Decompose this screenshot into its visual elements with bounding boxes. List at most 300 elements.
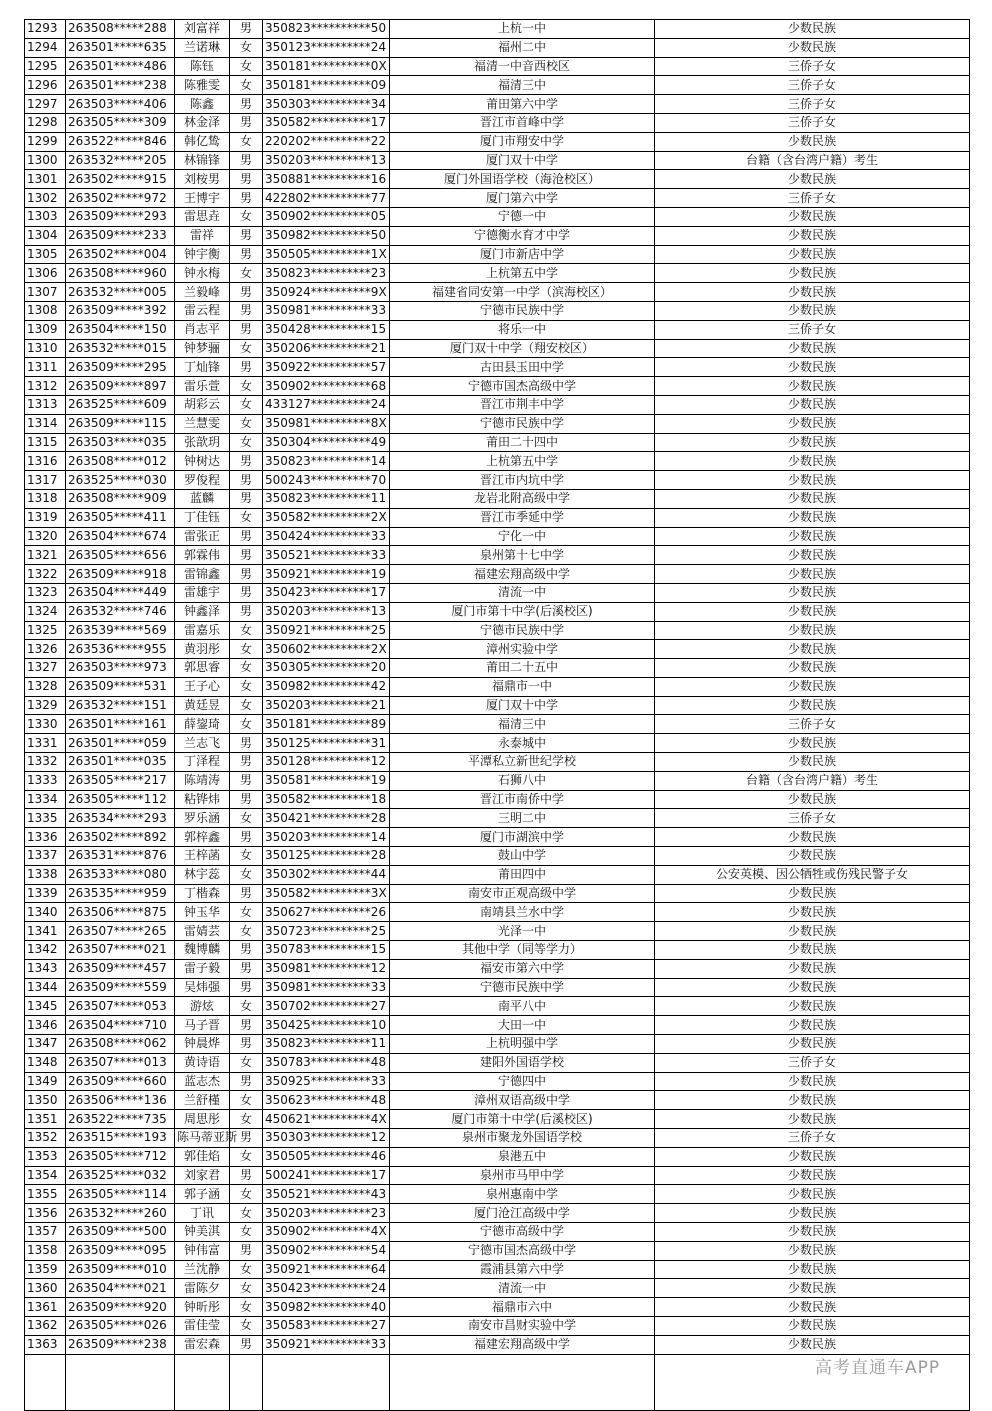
- student-name-cell: 王子心: [175, 677, 230, 696]
- table-row: [25, 489, 970, 508]
- table-row: [25, 677, 970, 696]
- row-number-cell: 1328: [25, 677, 66, 696]
- table-row: [25, 320, 970, 339]
- category-cell: 少数民族: [655, 339, 970, 358]
- category-cell: 少数民族: [655, 1072, 970, 1091]
- category-cell: 少数民族: [655, 828, 970, 847]
- gender-cell: 女: [230, 1279, 263, 1298]
- exam-number-cell: 263502*****892: [66, 828, 175, 847]
- id-number-cell: 350302**********44: [263, 865, 390, 884]
- school-name-cell: 宁德市国杰高级中学: [390, 377, 655, 396]
- exam-number-cell: 263509*****559: [66, 978, 175, 997]
- row-number-cell: 1344: [25, 978, 66, 997]
- student-name-cell: 蓝麟: [175, 489, 230, 508]
- category-cell: 三侨子女: [655, 715, 970, 734]
- student-name-cell: 兰诺琳: [175, 38, 230, 57]
- empty-cell: [25, 1354, 66, 1410]
- school-name-cell: 宁化一中: [390, 527, 655, 546]
- id-number-cell: 350125**********28: [263, 847, 390, 866]
- exam-number-cell: 263509*****531: [66, 677, 175, 696]
- exam-number-cell: 263502*****972: [66, 189, 175, 208]
- school-name-cell: 厦门双十中学（翔安校区）: [390, 339, 655, 358]
- category-cell: 少数民族: [655, 508, 970, 527]
- category-cell: 少数民族: [655, 1279, 970, 1298]
- student-name-cell: 吴炜强: [175, 978, 230, 997]
- exam-number-cell: 263509*****500: [66, 1223, 175, 1242]
- table-row: [25, 170, 970, 189]
- table-row: [25, 809, 970, 828]
- gender-cell: 男: [230, 602, 263, 621]
- gender-cell: 男: [230, 95, 263, 114]
- gender-cell: 男: [230, 1035, 263, 1054]
- row-number-cell: 1323: [25, 583, 66, 602]
- student-name-cell: 郭思睿: [175, 659, 230, 678]
- gender-cell: 女: [230, 997, 263, 1016]
- exam-number-cell: 263506*****875: [66, 903, 175, 922]
- id-number-cell: 433127**********24: [263, 395, 390, 414]
- exam-number-cell: 263508*****012: [66, 452, 175, 471]
- row-number-cell: 1333: [25, 771, 66, 790]
- gender-cell: 男: [230, 113, 263, 132]
- empty-cell: [390, 1354, 655, 1410]
- empty-cell: [230, 1354, 263, 1410]
- row-number-cell: 1318: [25, 489, 66, 508]
- id-number-cell: 350505**********1X: [263, 245, 390, 264]
- row-number-cell: 1329: [25, 696, 66, 715]
- student-name-cell: 钟伟富: [175, 1241, 230, 1260]
- table-row: [25, 1260, 970, 1279]
- exam-number-cell: 263507*****053: [66, 997, 175, 1016]
- row-number-cell: 1305: [25, 245, 66, 264]
- row-number-cell: 1317: [25, 471, 66, 490]
- id-number-cell: 350181**********09: [263, 76, 390, 95]
- exam-number-cell: 263506*****136: [66, 1091, 175, 1110]
- school-name-cell: 泉州惠南中学: [390, 1185, 655, 1204]
- student-name-cell: 钟宇衡: [175, 245, 230, 264]
- id-number-cell: 350924**********9X: [263, 283, 390, 302]
- gender-cell: 男: [230, 546, 263, 565]
- table-row: [25, 1129, 970, 1148]
- table-row: [25, 1091, 970, 1110]
- exam-number-cell: 263505*****309: [66, 113, 175, 132]
- school-name-cell: 莆田四中: [390, 865, 655, 884]
- gender-cell: 男: [230, 151, 263, 170]
- category-cell: 少数民族: [655, 565, 970, 584]
- exam-number-cell: 263505*****114: [66, 1185, 175, 1204]
- category-cell: 少数民族: [655, 997, 970, 1016]
- row-number-cell: 1312: [25, 377, 66, 396]
- school-name-cell: 建阳外国语学校: [390, 1053, 655, 1072]
- table-row: [25, 264, 970, 283]
- exam-number-cell: 263508*****288: [66, 20, 175, 39]
- table-row: [25, 1335, 970, 1354]
- id-number-cell: 350125**********31: [263, 734, 390, 753]
- row-number-cell: 1301: [25, 170, 66, 189]
- gender-cell: 男: [230, 734, 263, 753]
- school-name-cell: 宁德衡水育才中学: [390, 226, 655, 245]
- id-number-cell: 450621**********4X: [263, 1110, 390, 1129]
- exam-number-cell: 263501*****238: [66, 76, 175, 95]
- exam-number-cell: 263509*****897: [66, 377, 175, 396]
- id-number-cell: 350305**********20: [263, 659, 390, 678]
- gender-cell: 女: [230, 57, 263, 76]
- gender-cell: 女: [230, 1298, 263, 1317]
- id-number-cell: 350823**********23: [263, 264, 390, 283]
- table-row: [25, 565, 970, 584]
- id-number-cell: 350123**********24: [263, 38, 390, 57]
- student-name-cell: 张歆玥: [175, 433, 230, 452]
- category-cell: 三侨子女: [655, 95, 970, 114]
- table-row: [25, 1147, 970, 1166]
- category-cell: 少数民族: [655, 1016, 970, 1035]
- table-row: [25, 621, 970, 640]
- table-row: [25, 1223, 970, 1242]
- table-row: [25, 95, 970, 114]
- row-number-cell: 1338: [25, 865, 66, 884]
- category-cell: 少数民族: [655, 283, 970, 302]
- gender-cell: 男: [230, 828, 263, 847]
- gender-cell: 男: [230, 753, 263, 772]
- student-name-cell: 陈靖涛: [175, 771, 230, 790]
- id-number-cell: 350428**********15: [263, 320, 390, 339]
- student-name-cell: 蓝志杰: [175, 1072, 230, 1091]
- student-name-cell: 郭梓鑫: [175, 828, 230, 847]
- gender-cell: 女: [230, 76, 263, 95]
- school-name-cell: 厦门市翔安中学: [390, 132, 655, 151]
- student-name-cell: 钟鑫泽: [175, 602, 230, 621]
- row-number-cell: 1307: [25, 283, 66, 302]
- table-row: [25, 395, 970, 414]
- school-name-cell: 南平八中: [390, 997, 655, 1016]
- school-name-cell: 古田县玉田中学: [390, 358, 655, 377]
- gender-cell: 男: [230, 245, 263, 264]
- exam-number-cell: 263509*****115: [66, 414, 175, 433]
- category-cell: 少数民族: [655, 1185, 970, 1204]
- row-number-cell: 1346: [25, 1016, 66, 1035]
- id-number-cell: 350303**********34: [263, 95, 390, 114]
- exam-number-cell: 263504*****021: [66, 1279, 175, 1298]
- table-row: [25, 414, 970, 433]
- gender-cell: 男: [230, 1166, 263, 1185]
- exam-number-cell: 263505*****217: [66, 771, 175, 790]
- gender-cell: 女: [230, 922, 263, 941]
- row-number-cell: 1327: [25, 659, 66, 678]
- row-number-cell: 1332: [25, 753, 66, 772]
- id-number-cell: 350203**********21: [263, 696, 390, 715]
- gender-cell: 女: [230, 677, 263, 696]
- table-row: [25, 828, 970, 847]
- row-number-cell: 1343: [25, 959, 66, 978]
- student-name-cell: 魏博麟: [175, 941, 230, 960]
- table-row: [25, 20, 970, 39]
- table-row: [25, 151, 970, 170]
- gender-cell: 女: [230, 1091, 263, 1110]
- category-cell: 三侨子女: [655, 189, 970, 208]
- student-name-cell: 雷云程: [175, 301, 230, 320]
- school-name-cell: 宁德市民族中学: [390, 414, 655, 433]
- school-name-cell: 永泰城中: [390, 734, 655, 753]
- gender-cell: 女: [230, 377, 263, 396]
- table-row: [25, 884, 970, 903]
- row-number-cell: 1362: [25, 1316, 66, 1335]
- row-number-cell: 1330: [25, 715, 66, 734]
- table-row: [25, 301, 970, 320]
- row-number-cell: 1360: [25, 1279, 66, 1298]
- row-number-cell: 1316: [25, 452, 66, 471]
- school-name-cell: 宁德市国杰高级中学: [390, 1241, 655, 1260]
- id-number-cell: 350424**********33: [263, 527, 390, 546]
- id-number-cell: 350982**********42: [263, 677, 390, 696]
- gender-cell: 男: [230, 1016, 263, 1035]
- category-cell: 少数民族: [655, 1223, 970, 1242]
- exam-number-cell: 263522*****846: [66, 132, 175, 151]
- table-row: [25, 959, 970, 978]
- gender-cell: 女: [230, 1110, 263, 1129]
- id-number-cell: 350181**********0X: [263, 57, 390, 76]
- category-cell: 少数民族: [655, 1335, 970, 1354]
- category-cell: 少数民族: [655, 884, 970, 903]
- school-name-cell: 福鼎市六中: [390, 1298, 655, 1317]
- empty-cell: [175, 1354, 230, 1410]
- id-number-cell: 350602**********2X: [263, 640, 390, 659]
- school-name-cell: 光泽一中: [390, 922, 655, 941]
- student-name-cell: 雷乐萱: [175, 377, 230, 396]
- row-number-cell: 1293: [25, 20, 66, 39]
- student-name-cell: 雷雄宇: [175, 583, 230, 602]
- table-row: [25, 527, 970, 546]
- gender-cell: 女: [230, 715, 263, 734]
- school-name-cell: 龙岩北附高级中学: [390, 489, 655, 508]
- school-name-cell: 莆田二十四中: [390, 433, 655, 452]
- id-number-cell: 350203**********13: [263, 602, 390, 621]
- category-cell: 三侨子女: [655, 320, 970, 339]
- id-number-cell: 350181**********89: [263, 715, 390, 734]
- school-name-cell: 晋江市荆丰中学: [390, 395, 655, 414]
- row-number-cell: 1351: [25, 1110, 66, 1129]
- row-number-cell: 1337: [25, 847, 66, 866]
- exam-number-cell: 263509*****010: [66, 1260, 175, 1279]
- exam-number-cell: 263536*****955: [66, 640, 175, 659]
- student-name-cell: 郭子涵: [175, 1185, 230, 1204]
- exam-number-cell: 263507*****021: [66, 941, 175, 960]
- school-name-cell: 南安市正观高级中学: [390, 884, 655, 903]
- gender-cell: 男: [230, 771, 263, 790]
- exam-number-cell: 263508*****909: [66, 489, 175, 508]
- school-name-cell: 福建宏翔高级中学: [390, 565, 655, 584]
- student-name-cell: 黄羽彤: [175, 640, 230, 659]
- school-name-cell: 将乐一中: [390, 320, 655, 339]
- table-row: [25, 602, 970, 621]
- category-cell: 少数民族: [655, 1298, 970, 1317]
- id-number-cell: 350425**********10: [263, 1016, 390, 1035]
- student-name-cell: 兰毅峰: [175, 283, 230, 302]
- row-number-cell: 1299: [25, 132, 66, 151]
- category-cell: 少数民族: [655, 1110, 970, 1129]
- category-cell: 少数民族: [655, 414, 970, 433]
- category-cell: 少数民族: [655, 847, 970, 866]
- exam-number-cell: 263501*****059: [66, 734, 175, 753]
- id-number-cell: 350925**********33: [263, 1072, 390, 1091]
- table-row: [25, 659, 970, 678]
- row-number-cell: 1294: [25, 38, 66, 57]
- gender-cell: 女: [230, 621, 263, 640]
- exam-number-cell: 263509*****392: [66, 301, 175, 320]
- id-number-cell: 350921**********33: [263, 1335, 390, 1354]
- student-name-cell: 丁灿锋: [175, 358, 230, 377]
- student-name-cell: 雷思垚: [175, 207, 230, 226]
- gender-cell: 女: [230, 38, 263, 57]
- exam-number-cell: 263504*****710: [66, 1016, 175, 1035]
- student-name-cell: 雷子毅: [175, 959, 230, 978]
- id-number-cell: 350922**********57: [263, 358, 390, 377]
- row-number-cell: 1321: [25, 546, 66, 565]
- school-name-cell: 宁德一中: [390, 207, 655, 226]
- row-number-cell: 1342: [25, 941, 66, 960]
- school-name-cell: 厦门沧江高级中学: [390, 1204, 655, 1223]
- exam-number-cell: 263507*****265: [66, 922, 175, 941]
- row-number-cell: 1315: [25, 433, 66, 452]
- exam-number-cell: 263532*****015: [66, 339, 175, 358]
- table-row: [25, 640, 970, 659]
- gender-cell: 男: [230, 959, 263, 978]
- row-number-cell: 1340: [25, 903, 66, 922]
- gender-cell: 男: [230, 358, 263, 377]
- student-name-cell: 钟昕彤: [175, 1298, 230, 1317]
- row-number-cell: 1334: [25, 790, 66, 809]
- school-name-cell: 厦门第六中学: [390, 189, 655, 208]
- id-number-cell: 350521**********33: [263, 546, 390, 565]
- admission-list-table: [24, 19, 970, 1411]
- table-row: [25, 452, 970, 471]
- id-number-cell: 350203**********23: [263, 1204, 390, 1223]
- category-cell: 三侨子女: [655, 76, 970, 95]
- student-name-cell: 雷佳莹: [175, 1316, 230, 1335]
- table-row: [25, 57, 970, 76]
- category-cell: 少数民族: [655, 621, 970, 640]
- row-number-cell: 1298: [25, 113, 66, 132]
- row-number-cell: 1297: [25, 95, 66, 114]
- exam-number-cell: 263533*****080: [66, 865, 175, 884]
- student-name-cell: 丁楷森: [175, 884, 230, 903]
- gender-cell: 女: [230, 1185, 263, 1204]
- school-name-cell: 福清一中音西校区: [390, 57, 655, 76]
- gender-cell: 女: [230, 1223, 263, 1242]
- gender-cell: 男: [230, 471, 263, 490]
- table-row: [25, 865, 970, 884]
- category-cell: 少数民族: [655, 1260, 970, 1279]
- student-name-cell: 林宇蕊: [175, 865, 230, 884]
- exam-number-cell: 263504*****449: [66, 583, 175, 602]
- category-cell: 少数民族: [655, 978, 970, 997]
- exam-number-cell: 263539*****569: [66, 621, 175, 640]
- table-row: [25, 433, 970, 452]
- gender-cell: 女: [230, 1147, 263, 1166]
- exam-number-cell: 263501*****486: [66, 57, 175, 76]
- gender-cell: 女: [230, 1260, 263, 1279]
- id-number-cell: 350505**********46: [263, 1147, 390, 1166]
- gender-cell: 女: [230, 395, 263, 414]
- row-number-cell: 1357: [25, 1223, 66, 1242]
- gender-cell: 男: [230, 1335, 263, 1354]
- school-name-cell: 福州二中: [390, 38, 655, 57]
- id-number-cell: 350982**********50: [263, 226, 390, 245]
- table-row: [25, 1035, 970, 1054]
- gender-cell: 男: [230, 452, 263, 471]
- exam-number-cell: 263505*****411: [66, 508, 175, 527]
- row-number-cell: 1358: [25, 1241, 66, 1260]
- exam-number-cell: 263509*****920: [66, 1298, 175, 1317]
- gender-cell: 女: [230, 659, 263, 678]
- exam-number-cell: 263522*****735: [66, 1110, 175, 1129]
- category-cell: 少数民族: [655, 602, 970, 621]
- school-name-cell: 福建省同安第一中学（滨海校区）: [390, 283, 655, 302]
- exam-number-cell: 263509*****918: [66, 565, 175, 584]
- school-name-cell: 宁德四中: [390, 1072, 655, 1091]
- student-name-cell: 游炫: [175, 997, 230, 1016]
- id-number-cell: 350902**********4X: [263, 1223, 390, 1242]
- student-name-cell: 郭霖伟: [175, 546, 230, 565]
- row-number-cell: 1296: [25, 76, 66, 95]
- row-number-cell: 1313: [25, 395, 66, 414]
- school-name-cell: 石狮八中: [390, 771, 655, 790]
- row-number-cell: 1350: [25, 1091, 66, 1110]
- row-number-cell: 1314: [25, 414, 66, 433]
- gender-cell: 男: [230, 1129, 263, 1148]
- id-number-cell: 350203**********13: [263, 151, 390, 170]
- gender-cell: 男: [230, 20, 263, 39]
- row-number-cell: 1354: [25, 1166, 66, 1185]
- school-name-cell: 莆田二十五中: [390, 659, 655, 678]
- exam-number-cell: 263507*****013: [66, 1053, 175, 1072]
- school-name-cell: 泉州市马甲中学: [390, 1166, 655, 1185]
- id-number-cell: 350981**********33: [263, 301, 390, 320]
- id-number-cell: 350582**********3X: [263, 884, 390, 903]
- gender-cell: 女: [230, 207, 263, 226]
- category-cell: 少数民族: [655, 922, 970, 941]
- gender-cell: 男: [230, 320, 263, 339]
- gender-cell: 男: [230, 527, 263, 546]
- category-cell: 少数民族: [655, 170, 970, 189]
- row-number-cell: 1311: [25, 358, 66, 377]
- row-number-cell: 1361: [25, 1298, 66, 1317]
- student-name-cell: 刘富祥: [175, 20, 230, 39]
- school-name-cell: 南安市昌财实验中学: [390, 1316, 655, 1335]
- id-number-cell: 350823**********14: [263, 452, 390, 471]
- category-cell: 少数民族: [655, 1241, 970, 1260]
- table-body: [25, 20, 970, 1411]
- exam-number-cell: 263525*****609: [66, 395, 175, 414]
- gender-cell: 男: [230, 884, 263, 903]
- table-row: [25, 922, 970, 941]
- school-name-cell: 福建宏翔高级中学: [390, 1335, 655, 1354]
- exam-number-cell: 263502*****915: [66, 170, 175, 189]
- school-name-cell: 厦门市湖滨中学: [390, 828, 655, 847]
- school-name-cell: 宁德市民族中学: [390, 978, 655, 997]
- gender-cell: 男: [230, 189, 263, 208]
- school-name-cell: 漳州实验中学: [390, 640, 655, 659]
- student-name-cell: 雷宏森: [175, 1335, 230, 1354]
- gender-cell: 男: [230, 489, 263, 508]
- gender-cell: 女: [230, 847, 263, 866]
- table-row: [25, 1072, 970, 1091]
- student-name-cell: 黄廷昱: [175, 696, 230, 715]
- category-cell: 少数民族: [655, 1035, 970, 1054]
- id-number-cell: 350303**********12: [263, 1129, 390, 1148]
- exam-number-cell: 263535*****959: [66, 884, 175, 903]
- school-name-cell: 南靖县兰水中学: [390, 903, 655, 922]
- id-number-cell: 350823**********50: [263, 20, 390, 39]
- category-cell: 少数民族: [655, 1204, 970, 1223]
